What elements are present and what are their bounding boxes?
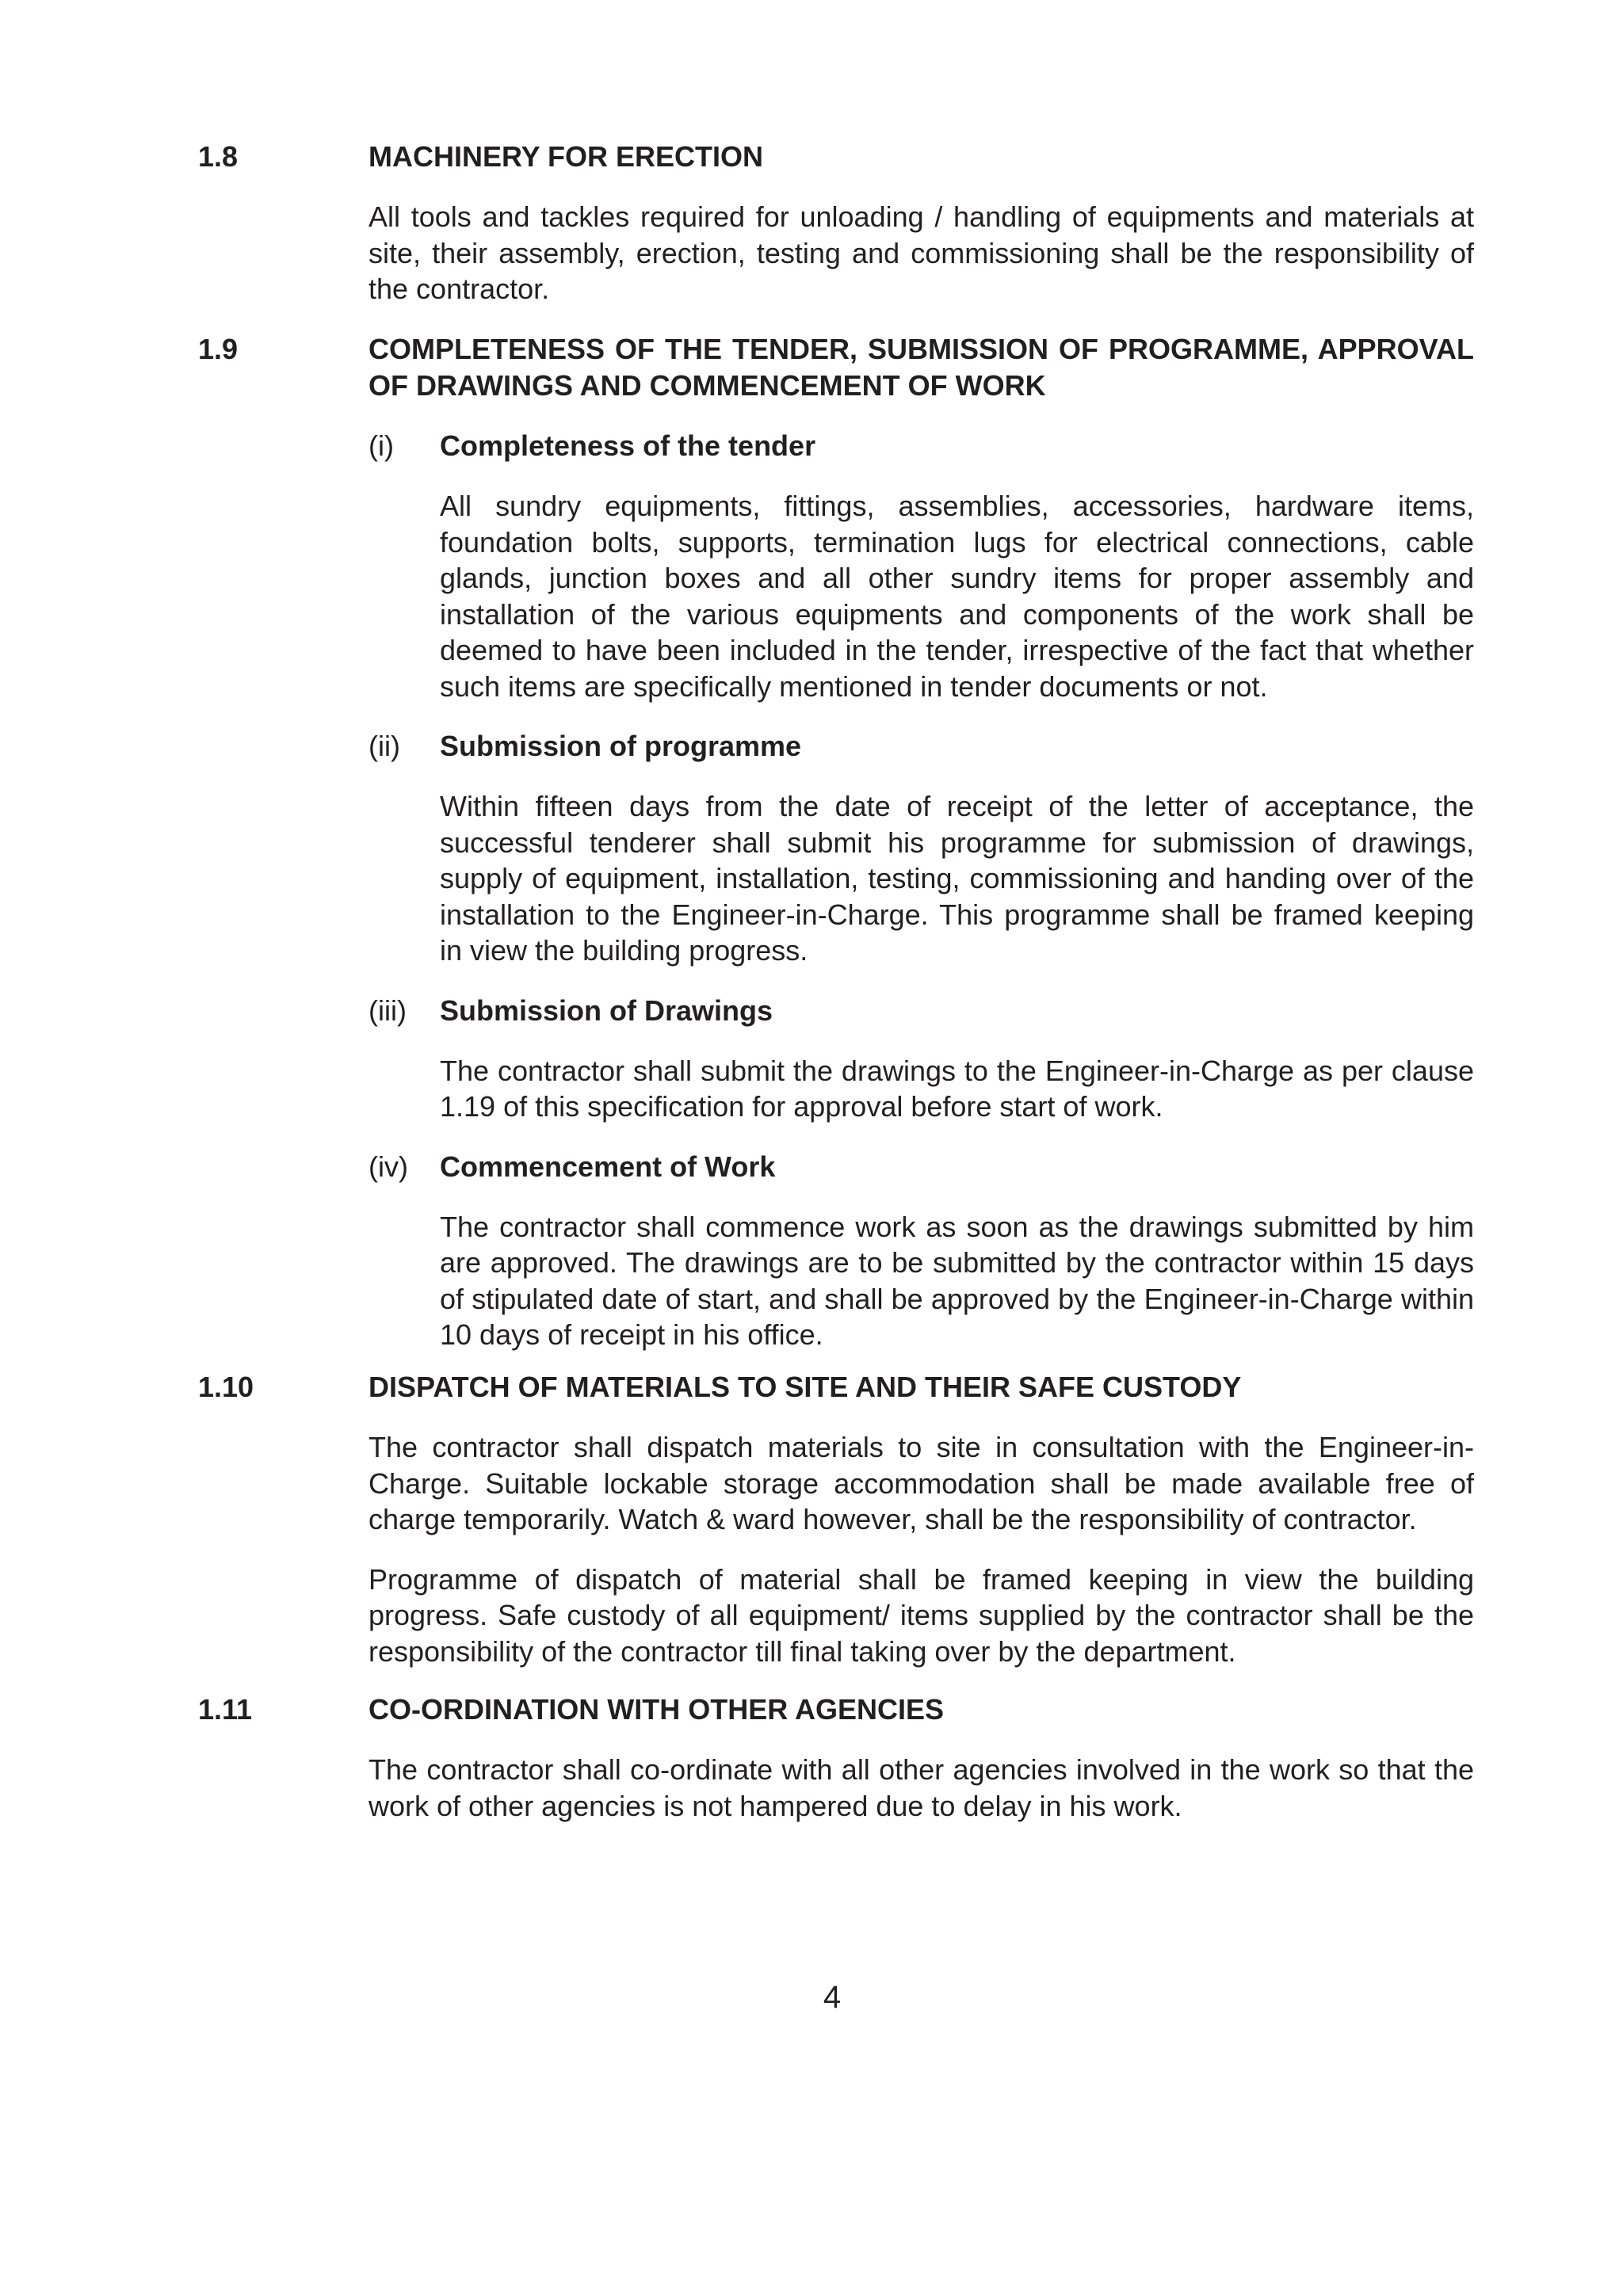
section-body (369, 199, 1474, 307)
section-1-11 (198, 1691, 1474, 1824)
subsection-i (369, 428, 1474, 704)
section-1-8 (198, 139, 1474, 307)
paragraph: All tools and tackles required for unloading / handling of equipments and materials at site, their assembly, erection, testing and commissioning shall be the responsibility of the contractor. (369, 200, 1474, 305)
subsection-iv (369, 1149, 1474, 1353)
section-number: 1.10 (198, 1371, 254, 1403)
paragraph: All sundry equipments, fittings, assemblies, accessories, hardware items, foundation bolts, supports, termination lugs for electrical connections, cable glands, junction boxes and all other sundry items for proper assembly and installation of the various equipments and components of the work shall be deemed to have been included in the tender, irrespective of the fact that whether such items are specifically mentioned in tender documents or not. (440, 490, 1474, 703)
section-number: 1.9 (198, 333, 239, 365)
section-heading (198, 331, 1474, 404)
paragraph: Within fifteen days from the date of receipt of the letter of acceptance, the successful tenderer shall submit his programme for submission of drawings, supply of equipment, installation, testing, commissioning and handing over of the installation to the Engineer-in-Charge. This programme shall be framed keeping in view the building progress. (440, 790, 1474, 967)
paragraph: The contractor shall dispatch materials to site in consultation with the Engineer-in-Charge. Suitable lockable storage accommodation shall be made available free of charge temporarily. Watch & ward however, shall be the responsibility of contractor. (369, 1431, 1474, 1535)
section-body (369, 1752, 1474, 1824)
section-body (369, 428, 1474, 1353)
subsection-title: Submission of Drawings (440, 994, 773, 1027)
paragraph: Programme of dispatch of material shall be framed keeping in view the building progress. Safe custody of all equipment/ items supplied by the contractor shall be the responsibility of the contractor till final taking over by the department. (369, 1562, 1474, 1668)
paragraph: The contractor shall submit the drawings to the Engineer-in-Charge as per clause 1.19 of this specification for approval before start of work. (440, 1054, 1474, 1123)
section-title: MACHINERY FOR ERECTION (369, 140, 764, 173)
subsection-title: Completeness of the tender (440, 429, 816, 462)
paragraph: The contractor shall commence work as soon as the drawings submitted by him are approved. The drawings are to be submitted by the contractor within 15 days of stipulated date of start, and shall be approved by the Engineer-in-Charge within 10 days of receipt in his office. (440, 1210, 1474, 1351)
page-number: 4 (823, 1980, 842, 2015)
section-title: COMPLETENESS OF THE TENDER, SUBMISSION OF PROGRAMME, APPROVAL OF DRAWINGS AND COMMENCEMENT OF WORK (369, 333, 1474, 402)
section-body (369, 1429, 1474, 1669)
subsection-body (440, 1053, 1474, 1125)
subsection-body (440, 1209, 1474, 1353)
section-number: 1.8 (198, 140, 239, 173)
subsection-number: (iv) (369, 1150, 408, 1183)
subsection-title: Commencement of Work (440, 1150, 776, 1183)
section-title: DISPATCH OF MATERIALS TO SITE AND THEIR SAFE CUSTODY (369, 1371, 1242, 1403)
subsection-number: (i) (369, 429, 394, 462)
subsection-ii (369, 728, 1474, 969)
section-heading (198, 1691, 1474, 1728)
subsection-title: Submission of programme (440, 730, 802, 762)
section-title: CO-ORDINATION WITH OTHER AGENCIES (369, 1693, 944, 1726)
paragraph: The contractor shall co-ordinate with all other agencies involved in the work so that the work of other agencies is not hampered due to delay in his work. (369, 1753, 1474, 1822)
subsection-body (440, 488, 1474, 704)
section-heading (198, 1369, 1474, 1405)
section-1-9 (198, 331, 1474, 1353)
section-heading (198, 139, 1474, 175)
subsection-number: (ii) (369, 730, 400, 762)
section-1-10 (198, 1369, 1474, 1669)
subsection-body (440, 788, 1474, 969)
section-number: 1.11 (198, 1693, 253, 1726)
subsection-number: (iii) (369, 994, 407, 1027)
subsection-iii (369, 993, 1474, 1125)
